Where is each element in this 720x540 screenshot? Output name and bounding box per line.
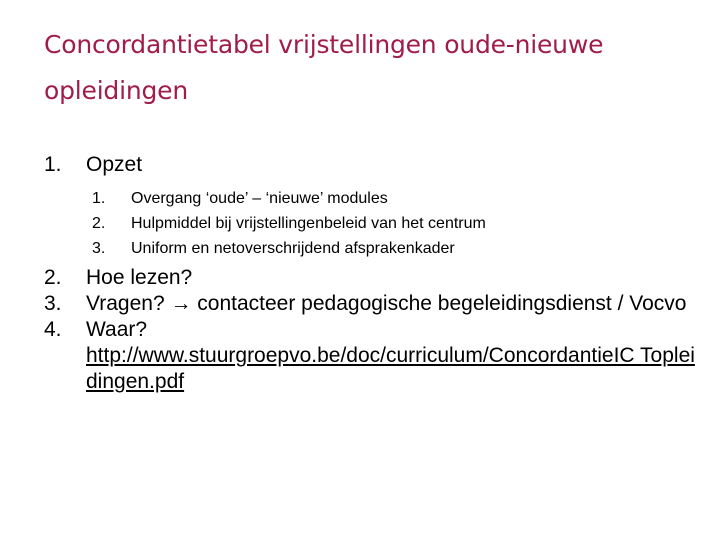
item-number: 1. [44,153,62,176]
sub-item-text: Overgang ‘oude’ – ‘nieuwe’ modules [131,190,388,207]
list-item-opzet [44,152,704,265]
sub-item [92,211,704,236]
item-text: Hoe lezen? [86,266,193,289]
list-item-hoe-lezen [44,265,704,291]
sub-item-number: 1. [92,190,106,207]
item-number: 3. [44,292,62,315]
item-text: Opzet [86,153,143,176]
sub-item-number: 3. [92,240,106,257]
list-item-waar [44,317,704,395]
sub-item [92,236,704,261]
item-text-after: contacteer pedagogische begeleidingsdienst / Vocvo [191,292,687,315]
document-link[interactable]: http://www.stuurgroepvo.be/doc/curriculum/ConcordantieIC Topleidingen.pdf [86,344,695,393]
sub-item [92,186,704,211]
sub-item-text: Uniform en netoverschrijdend afsprakenkader [131,240,455,257]
sub-item-text: Hulpmiddel bij vrijstellingenbeleid van het centrum [131,215,486,232]
sub-item-number: 2. [92,215,106,232]
arrow-icon: → [170,292,192,315]
item-text-before: Vragen? [86,292,171,315]
sub-list [92,186,704,261]
outline-list [44,152,704,395]
item-number: 2. [44,266,62,289]
item-number: 4. [44,318,62,341]
item-text [86,291,704,317]
item-text: Waar? [86,318,148,341]
list-item-vragen [44,291,704,317]
slide-title: Concordantietabel vrijstellingen oude-nieuwe opleidingen [44,30,604,105]
